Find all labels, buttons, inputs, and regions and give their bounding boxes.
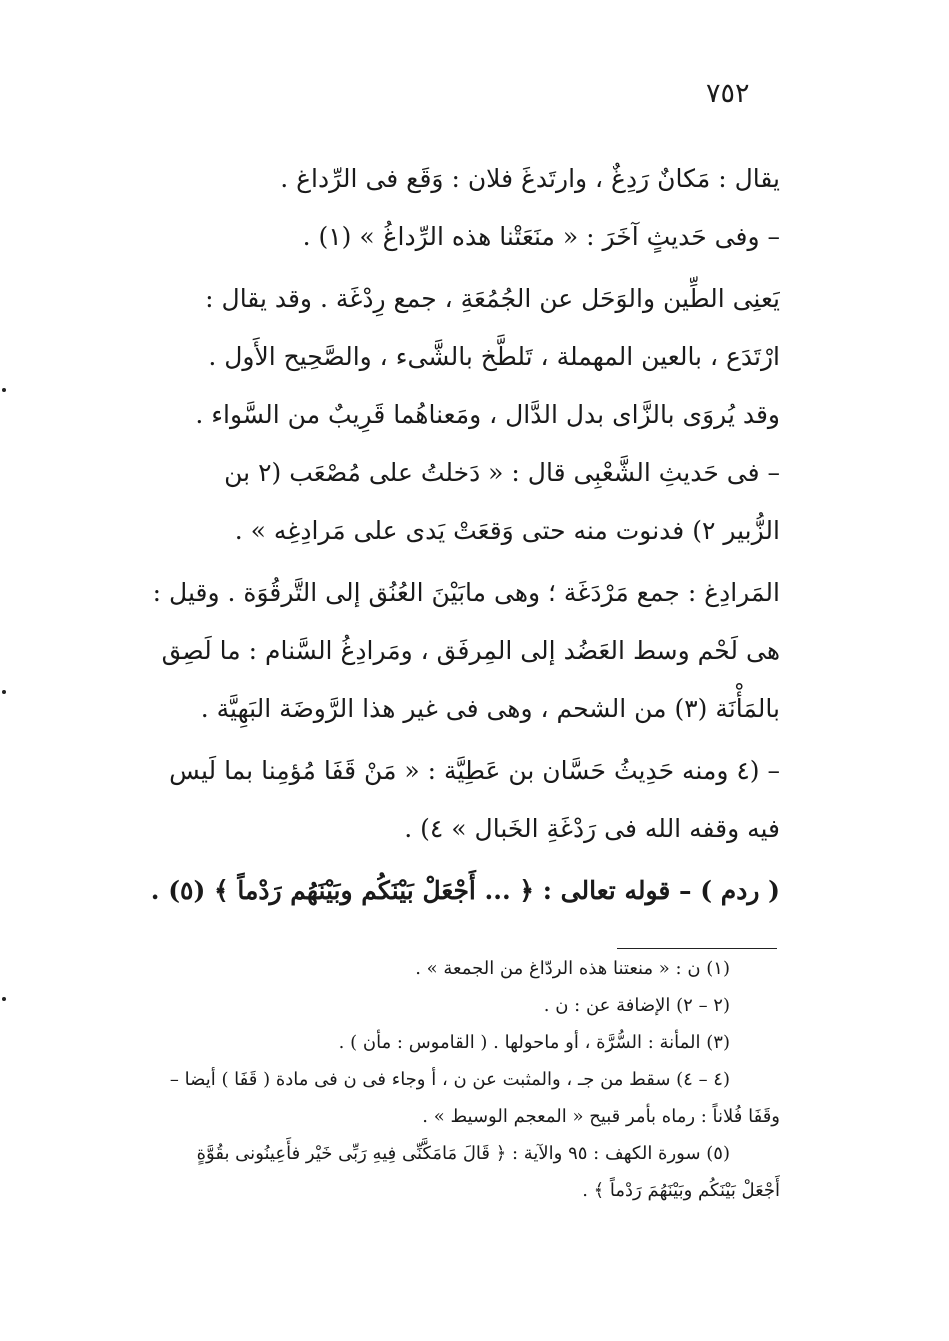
- body-line: فيه وقفه الله فى رَدْغَةِ الخَبال » ٤) .: [404, 814, 780, 843]
- footnote-line: (٤ – ٤) سقط من جـ ، والمثبت عن ن ، أ وجاء فى ن فى مادة ( قَفَا ) أيضا –: [169, 1069, 730, 1090]
- body-line: بالمَأْنَة (٣) من الشحم ، وهى فى غير هذا الرَّوضَة البَهِيَّة .: [200, 694, 780, 723]
- footnote-line: (١) ن : « منعتنا هذه الردّاغ من الجمعة » .: [415, 958, 730, 979]
- footnote-line: (٣) المأنة : السُّرَّة ، أو ماحولها . ( القاموس : مأن ) .: [338, 1032, 730, 1053]
- footnote-line: (٢ – ٢) الإضافة عن : ن .: [543, 995, 730, 1016]
- main-text: [108, 150, 780, 920]
- footnote-line: وقَفَا فُلاناً : رماه بأمر قبيح « المعجم الوسيط » .: [422, 1106, 780, 1127]
- body-line: يقال : مَكانٌ رَدِغٌ ، وارتَدغَ فلان : وَقَع فى الرِّداغ .: [280, 164, 780, 193]
- page-number: ٧٥٢: [706, 78, 750, 109]
- body-line: يَعنِى الطِّين والوَحَل عن الجُمُعَةِ ، جمع رِدْغَة . وقد يقال :: [205, 284, 780, 313]
- scan-speck: [2, 690, 6, 694]
- scan-speck: [2, 388, 6, 392]
- footnote-divider: [617, 948, 777, 949]
- footnote-line: (٥) سورة الكهف : ٩٥ والآية : ﴿ قَالَ مَامَكَّنِّى فِيهِ رَبِّى خَيْر فأَعِينُونى بقُوَّةٍ: [196, 1143, 730, 1164]
- scan-speck: [2, 997, 6, 1001]
- body-line: وقد يُروَى بالزَّاى بدل الدَّال ، ومَعناهُما قَرِيبٌ من السَّواء .: [195, 400, 780, 429]
- body-line: الزُّبير ٢) فدنوت منه حتى وَقعَتْ يَدى على مَرادِغِه » .: [234, 516, 780, 545]
- body-line: ارْتَدَع ، بالعين المهملة ، تَلطَّخ بالشَّىء ، والصَّحِيح الأَول .: [208, 342, 780, 371]
- entry-heading-line: ( ردم ) – قوله تعالى : ﴿ ... أَجْعَلْ بَيْنَكُم وبَيْنَهُم رَدْماً ﴾ (٥) .: [150, 876, 780, 905]
- body-line: – فى حَديثِ الشَّعْبِى قال : « دَخلتُ على مُصْعَب (٢ بن: [224, 458, 780, 487]
- footnotes: [108, 950, 780, 1209]
- body-line: – (٤ ومنه حَدِيثُ حَسَّان بن عَطِيَّة : « مَنْ قَفَا مُؤمِنا بما لَيس: [169, 756, 780, 785]
- body-line: هى لَحْم وسط العَضُد إلى المِرفَق ، ومَرادِغُ السَّنام : ما لَصِق: [161, 636, 780, 665]
- footnote-line: أَجْعَلْ بَيْنَكُم وبَيْنَهُمَ رَدْماً ﴾ .: [582, 1180, 780, 1201]
- body-line: المَرادِغ : جمع مَرْدَغَة ؛ وهى مابَيْنَ العُنُق إلى التَّرقُوَة . وقيل :: [152, 578, 780, 607]
- body-line: – وفى حَديثٍ آخَرَ : « منَعَتْنا هذه الرِّداغُ » (١) .: [302, 222, 780, 251]
